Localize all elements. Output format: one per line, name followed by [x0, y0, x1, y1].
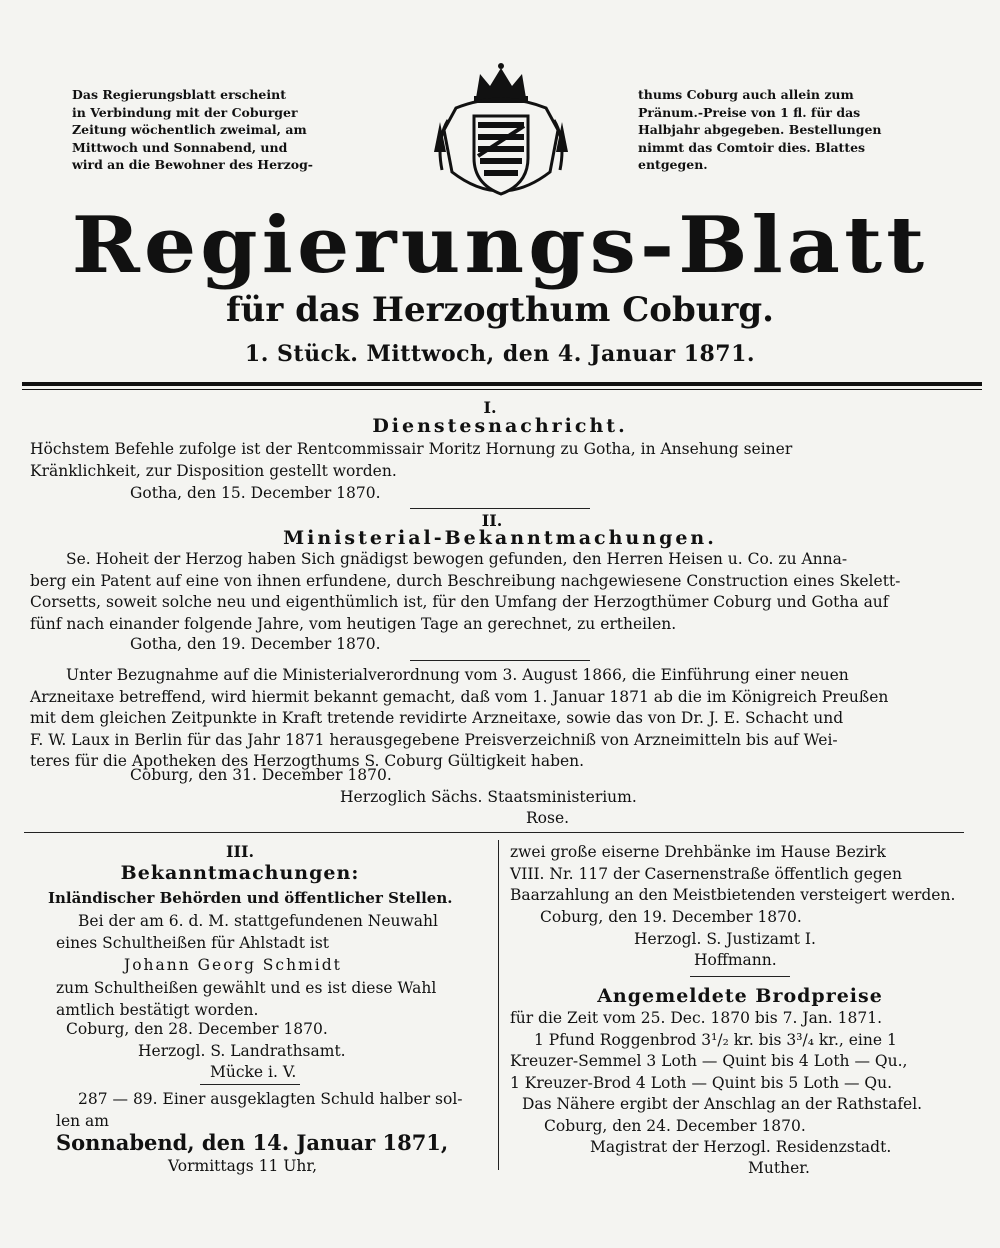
section-2-dateline-2: Coburg, den 31. December 1870.	[130, 766, 392, 784]
body-line: 287 — 89. Einer ausgeklagten Schuld halber sol-	[78, 1090, 463, 1108]
section-3-body-1	[56, 911, 480, 954]
section-2-number: II.	[481, 511, 503, 530]
section-1-dateline: Gotha, den 15. December 1870.	[130, 484, 381, 502]
section-divider	[200, 1084, 300, 1085]
masthead-rule-thin	[22, 389, 982, 390]
body-line: teres für die Apotheken des Herzogthums S. Coburg Gültigkeit haben.	[30, 752, 585, 770]
masthead-left-line: in Verbindung mit der Coburger	[72, 104, 298, 120]
masthead-left-notice	[72, 86, 352, 174]
section-divider	[410, 508, 590, 509]
auction-date: Sonnabend, den 14. Januar 1871,	[56, 1130, 449, 1155]
body-line: 1 Pfund Roggenbrod 3¹/₂ kr. bis 3³/₄ kr., eine 1	[534, 1030, 897, 1049]
newspaper-title: Regierungs-Blatt	[71, 200, 929, 291]
section-3-number: III.	[225, 842, 255, 861]
section-2-name: Rose.	[526, 809, 570, 827]
section-3-body-2	[56, 978, 480, 1021]
masthead-left-line: Zeitung wöchentlich zweimal, am	[72, 122, 307, 137]
newspaper-subtitle: für das Herzogthum Coburg.	[225, 290, 775, 330]
masthead-left-line: Mittwoch und Sonnabend, und	[72, 139, 288, 155]
section-1-heading: Dienstesnachricht.	[372, 415, 628, 437]
section-1-number: I.	[483, 398, 497, 417]
masthead-right-notice	[638, 86, 908, 174]
body-line: Bei der am 6. d. M. stattgefundenen Neuwahl	[78, 912, 438, 930]
body-line: Das Nähere ergibt der Anschlag an der Rathstafel.	[522, 1095, 923, 1113]
body-line: 1 Kreuzer-Brod 4 Loth — Quint bis 5 Loth — Qu.	[510, 1073, 893, 1092]
body-line: Höchstem Befehle zufolge ist der Rentcommissair Moritz Hornung zu Gotha, in Ansehung seiner	[30, 440, 793, 458]
body-line: zwei große eiserne Drehbänke im Hause Bezirk	[510, 843, 886, 861]
body-line: berg ein Patent auf eine von ihnen erfundene, durch Beschreibung nachgewiesene Construction eines Skelett-	[30, 571, 901, 590]
body-line: len am	[56, 1111, 109, 1130]
body-line: Unter Bezugnahme auf die Ministerialverordnung vom 3. August 1866, die Einführung einer neuen	[66, 666, 849, 684]
masthead-right-line: Pränum.-Preise von 1 fl. für das	[638, 104, 861, 120]
body-line: Kreuzer-Semmel 3 Loth — Quint bis 4 Loth — Qu.,	[510, 1052, 908, 1070]
section-3-subheading: Inländischer Behörden und öffentlicher Stellen.	[48, 889, 453, 907]
section-divider	[410, 660, 590, 661]
body-line: eines Schultheißen für Ahlstadt ist	[56, 933, 329, 952]
masthead-right-line: nimmt das Comtoir dies. Blattes	[638, 139, 866, 155]
section-1-body	[30, 439, 958, 482]
masthead-rule-thick	[22, 382, 982, 386]
body-line: Se. Hoheit der Herzog haben Sich gnädigst bewogen gefunden, den Herren Heisen u. Co. zu Anna-	[66, 550, 848, 568]
masthead-left-line: wird an die Bewohner des Herzog-	[72, 157, 313, 172]
bread-prices-body	[510, 1008, 962, 1116]
elected-person: Johann Georg Schmidt	[124, 956, 342, 974]
masthead-left-line: Das Regierungsblatt erscheint	[72, 87, 286, 102]
coat-of-arms-icon	[426, 60, 576, 210]
issue-line: 1. Stück. Mittwoch, den 4. Januar 1871.	[244, 341, 756, 367]
section-divider-wide	[24, 832, 964, 833]
body-line: zum Schultheißen gewählt und es ist diese Wahl	[56, 979, 437, 997]
section-2-body-1	[30, 549, 960, 635]
body-line: Arzneitaxe betreffend, wird hiermit bekannt gemacht, daß vom 1. Januar 1871 ab die im Königreich Preußen	[30, 687, 889, 706]
section-divider	[690, 976, 790, 977]
bread-prices-name: Muther.	[748, 1159, 810, 1177]
section-2-heading: Ministerial-Bekanntmachungen.	[283, 527, 717, 549]
body-line: VIII. Nr. 117 der Casernenstraße öffentlich gegen	[510, 864, 902, 883]
right-column-name: Hoffmann.	[694, 951, 777, 969]
body-line: amtlich bestätigt worden.	[56, 1000, 259, 1019]
body-line: fünf nach einander folgende Jahre, vom heutigen Tage an gerechnet, zu ertheilen.	[30, 614, 677, 633]
section-2-dateline-1: Gotha, den 19. December 1870.	[130, 635, 381, 653]
body-line: Baarzahlung an den Meistbietenden versteigert werden.	[510, 886, 956, 904]
bread-prices-signer: Magistrat der Herzogl. Residenzstadt.	[590, 1138, 892, 1156]
masthead-right-line: Halbjahr abgegeben. Bestellungen	[638, 122, 882, 137]
right-column-signer: Herzogl. S. Justizamt I.	[634, 930, 816, 948]
section-3-signer: Herzogl. S. Landrathsamt.	[138, 1042, 346, 1060]
bread-prices-dateline: Coburg, den 24. December 1870.	[544, 1117, 806, 1135]
auction-notice	[56, 1089, 480, 1132]
section-3-heading: Bekanntmachungen:	[120, 862, 360, 884]
auction-time: Vormittags 11 Uhr,	[168, 1157, 317, 1175]
body-line: mit dem gleichen Zeitpunkte in Kraft tretende revidirte Arzneitaxe, sowie das von Dr. J. E. Schacht und	[30, 709, 844, 727]
section-3-name: Mücke i. V.	[210, 1063, 297, 1081]
body-line: Corsetts, soweit solche neu und eigenthümlich ist, für den Umfang der Herzogthümer Coburg und Gotha auf	[30, 593, 889, 611]
masthead-right-line: thums Coburg auch allein zum	[638, 87, 854, 102]
body-line: F. W. Laux in Berlin für das Jahr 1871 herausgegebene Preisverzeichniß von Arzneimitteln bis auf Wei-	[30, 730, 838, 749]
body-line: für die Zeit vom 25. Dec. 1870 bis 7. Jan. 1871.	[510, 1009, 883, 1027]
body-line: Kränklichkeit, zur Disposition gestellt worden.	[30, 461, 397, 480]
column-divider	[498, 840, 499, 1170]
masthead-right-line: entgegen.	[638, 157, 708, 172]
right-column-body	[510, 842, 962, 907]
bread-prices-heading: Angemeldete Brodpreise	[597, 985, 883, 1007]
section-2-body-2	[30, 665, 960, 773]
right-column-dateline: Coburg, den 19. December 1870.	[540, 908, 802, 926]
section-2-signer: Herzoglich Sächs. Staatsministerium.	[340, 788, 637, 806]
section-3-dateline: Coburg, den 28. December 1870.	[66, 1020, 328, 1038]
